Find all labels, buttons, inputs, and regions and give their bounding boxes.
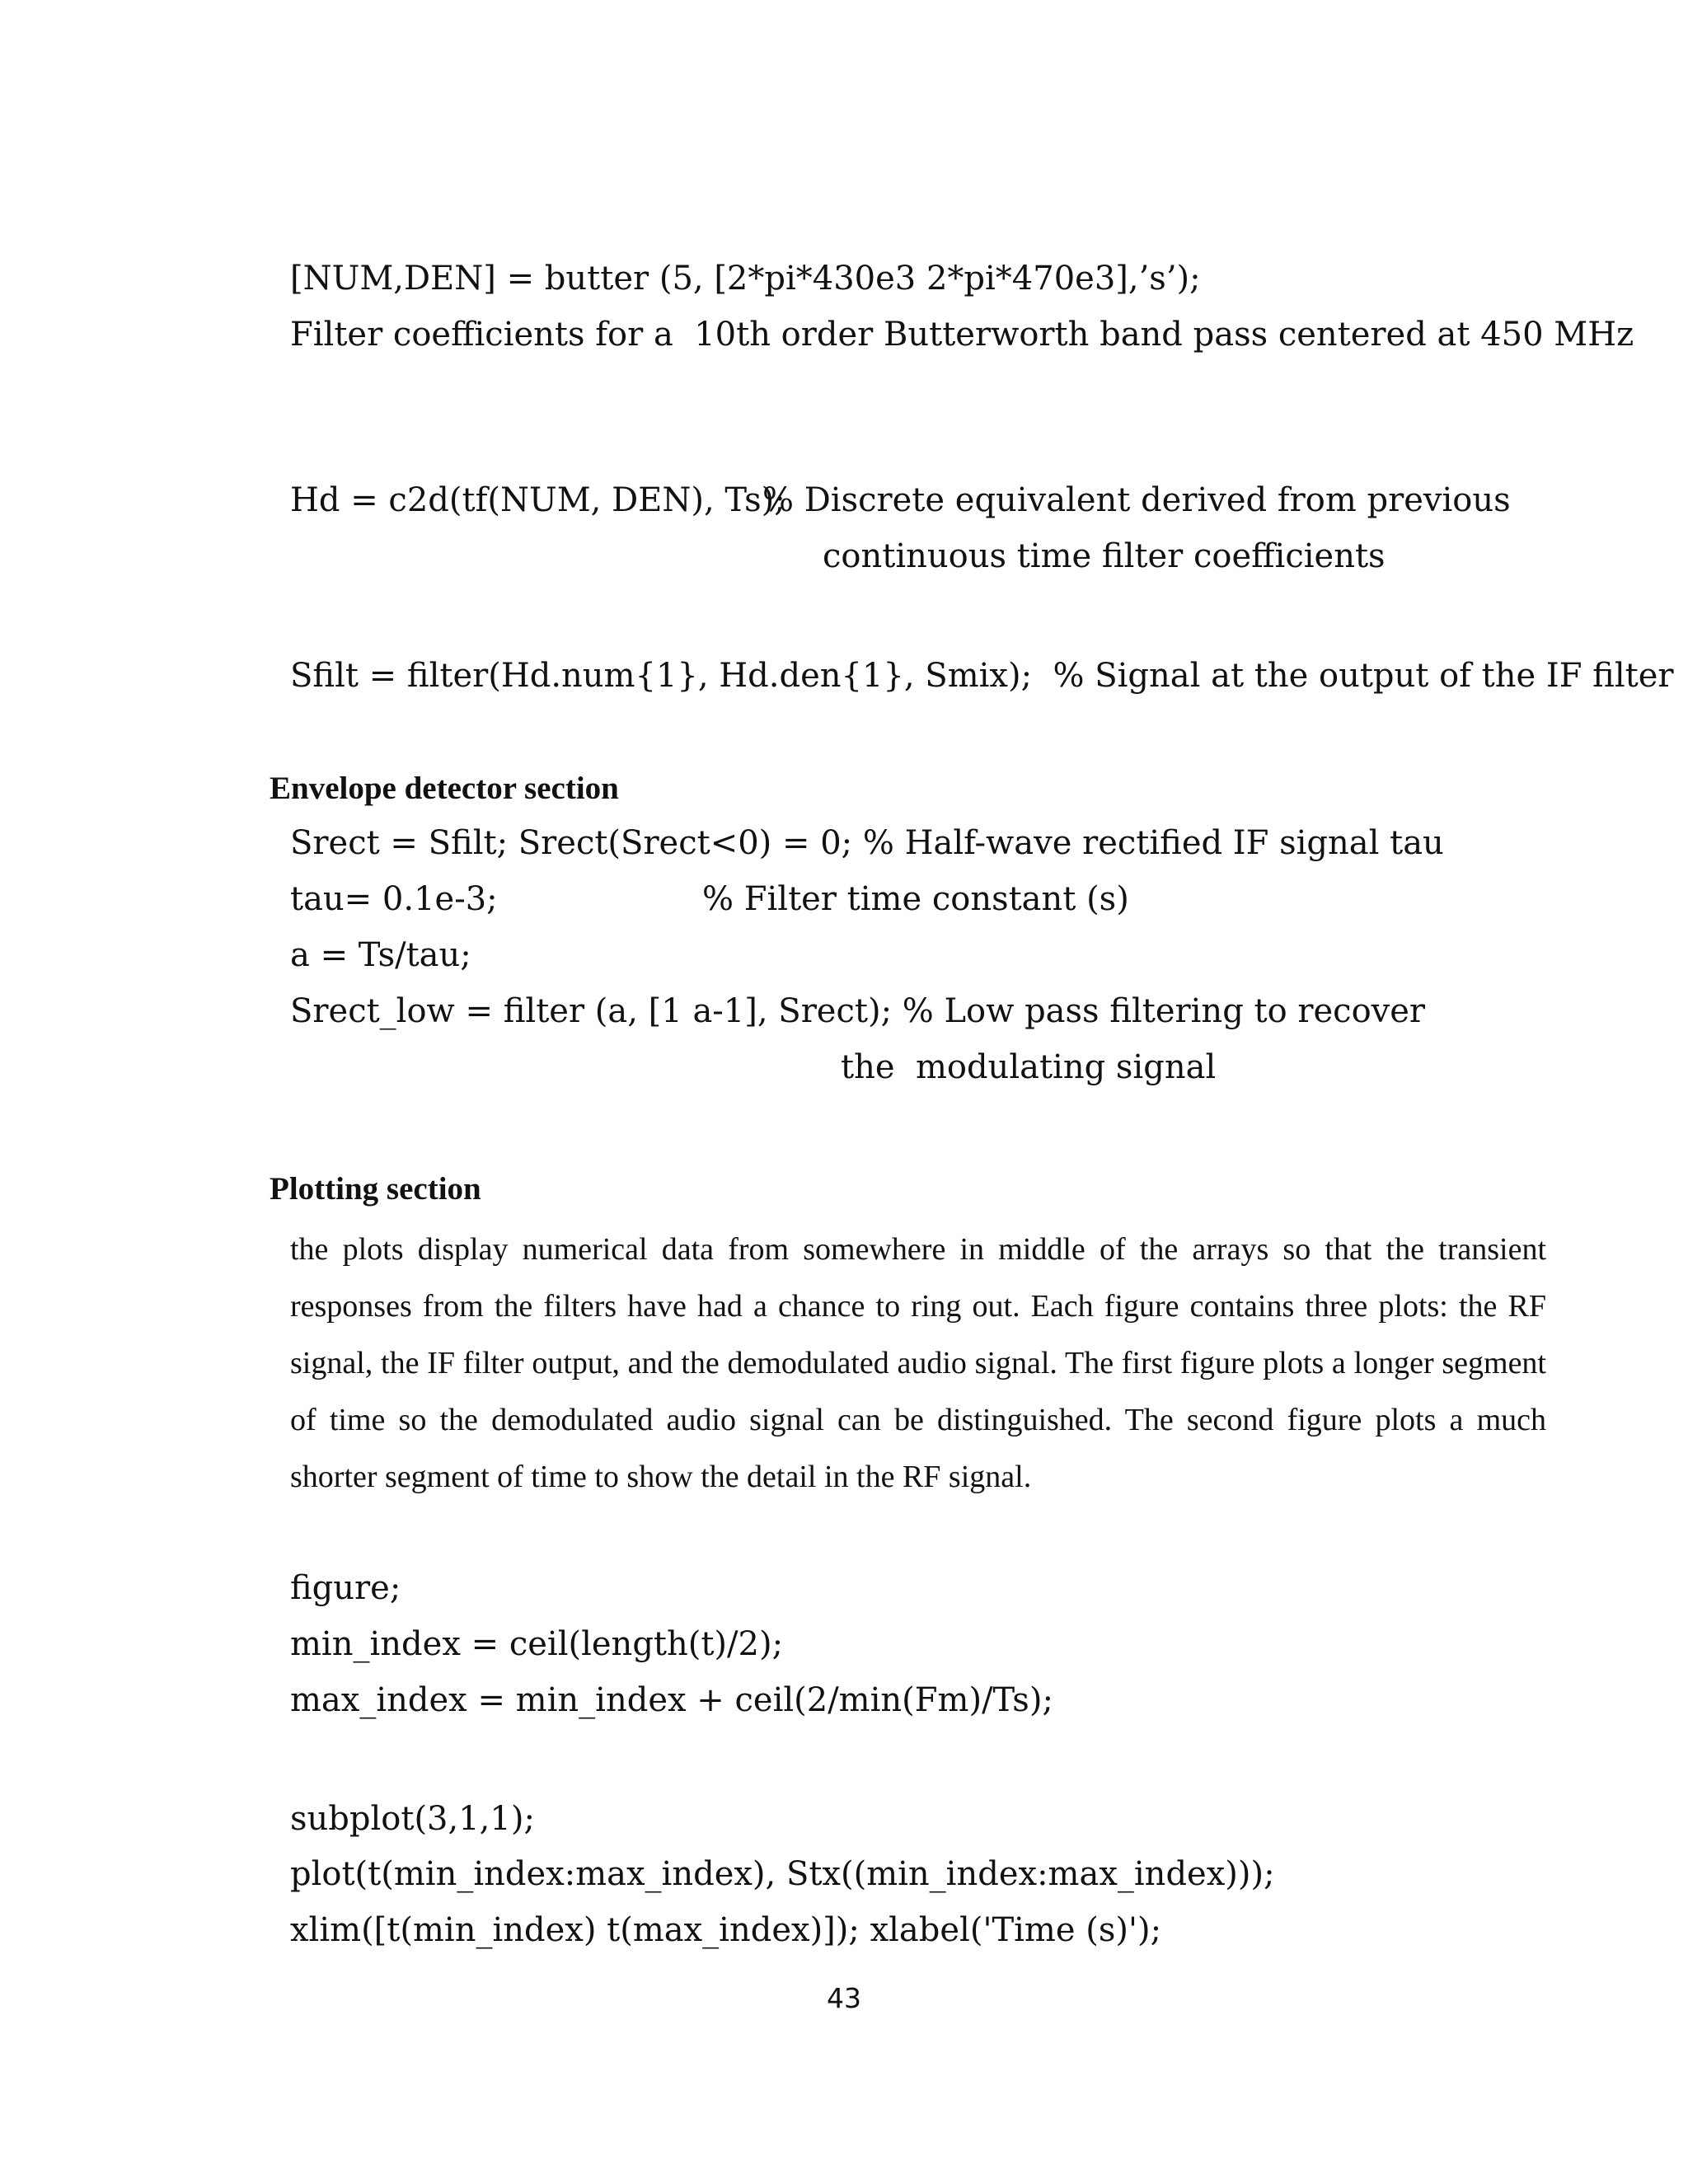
srect-code-line: Srect = Sfilt; Srect(Srect<0) = 0; % Half-wave rectified IF signal tau (290, 824, 1444, 862)
code-line-subplot: subplot(3,1,1); (290, 1800, 535, 1838)
tau-code-line: tau= 0.1e-3; (290, 880, 498, 918)
srect-low-comment-continuation: the modulating signal (841, 1048, 1217, 1086)
srect-low-code-line: Srect_low = filter (a, [1 a-1], Srect); % Low pass filtering to recover (290, 992, 1426, 1030)
plotting-description-paragraph: the plots display numerical data from somewhere in middle of the arrays so that the transient responses from the filters have had a chance to ring out. Each figure contains three plots: the RF signal, the IF filter output, and the demodulated audio signal. The first figure plots a longer segment of time so the demodulated audio signal can be distinguished. The second figure plots a much shorter segment of time to show the detail in the RF signal. (290, 1232, 1546, 1494)
c2d-code-line: Hd = c2d(tf(NUM, DEN), Ts); (290, 481, 785, 519)
c2d-comment-continuation: continuous time filter coefficients (823, 537, 1386, 575)
c2d-comment: % Discrete equivalent derived from previous (762, 481, 1511, 519)
butter-code-line: [NUM,DEN] = butter (5, [2*pi*430e3 2*pi*470e3],’s’); (290, 260, 1201, 298)
code-line-plot: plot(t(min_index:max_index), Stx((min_index:max_index))); (290, 1855, 1275, 1893)
page-number: 43 (827, 1982, 861, 2014)
tau-comment: % Filter time constant (s) (702, 880, 1129, 918)
butter-description: Filter coefficients for a 10th order Butterworth band pass centered at 450 MHz (290, 316, 1634, 354)
sfilt-code-line: Sfilt = filter(Hd.num{1}, Hd.den{1}, Smix); % Signal at the output of the IF filter (290, 657, 1674, 695)
code-line-min-index: min_index = ceil(length(t)/2); (290, 1625, 784, 1663)
code-line-figure: figure; (290, 1569, 401, 1607)
envelope-section-heading: Envelope detector section (270, 771, 619, 806)
a-code-line: a = Ts/tau; (290, 936, 471, 974)
code-line-max-index: max_index = min_index + ceil(2/min(Fm)/Ts); (290, 1681, 1053, 1719)
code-line-xlim: xlim([t(min_index) t(max_index)]); xlabel('Time (s)'); (290, 1911, 1162, 1949)
plotting-section-heading: Plotting section (270, 1171, 481, 1207)
